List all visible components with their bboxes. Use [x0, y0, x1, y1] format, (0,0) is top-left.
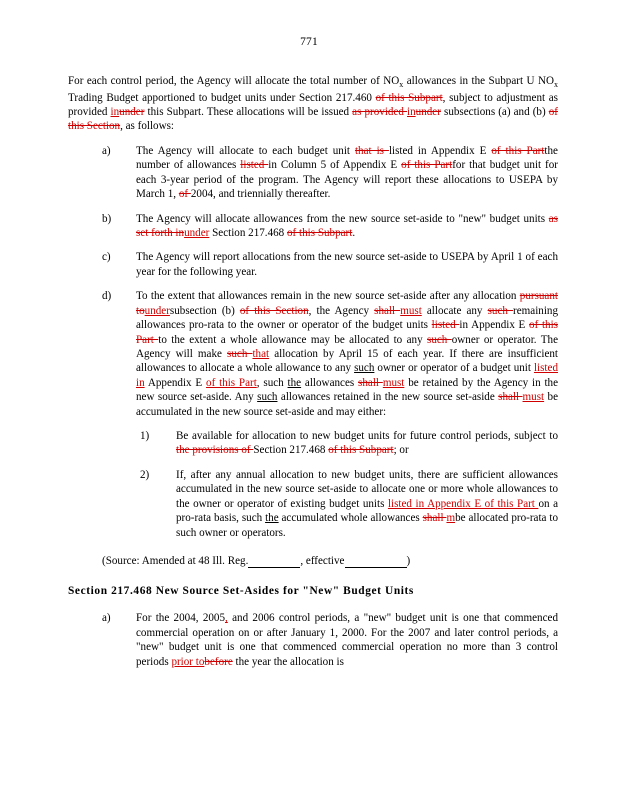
deletion-text: such — [427, 333, 452, 346]
underline-text: such — [257, 391, 278, 404]
nox-subscript-1: x — [399, 80, 404, 90]
body-text: For the 2004, 2005 — [136, 612, 226, 625]
body-text: , such — [256, 376, 288, 389]
body-text: Be available for allocation to new budget units for future control periods, subject to — [176, 430, 558, 443]
body-text: be retained by the Agency in the new source set-aside. Any — [136, 376, 559, 404]
body-text: The Agency will report allocations from the new source set-aside to USEPA by April 1 of each year for the following year. — [136, 251, 558, 278]
body-text: Section 217.468 — [253, 444, 329, 457]
insertion-text: must — [400, 304, 422, 317]
subitem-content — [176, 429, 558, 458]
body-text: owner or operator. The Agency will make — [136, 333, 558, 360]
body-text: accumulated whole allowances — [278, 512, 423, 525]
intro-seg-1: For each control period, the Agency will allocate the total number of NO — [68, 75, 400, 87]
insertion-text: that — [252, 347, 270, 360]
insertion-text: listed in Appendix E of this Part — [387, 497, 539, 510]
document-body — [68, 74, 558, 669]
deletion-text: shall — [374, 304, 401, 317]
body-text: remaining allowances pro-rata to the owner or operator of the budget units — [136, 304, 559, 332]
deletion-text: listed — [431, 319, 460, 332]
deletion-text: that is — [354, 144, 389, 157]
source-blank-register — [248, 558, 300, 568]
insertion-text: in — [110, 106, 120, 119]
deletion-text: such — [227, 347, 253, 360]
item-marker: c) — [102, 251, 111, 264]
item-content — [136, 212, 558, 241]
page-number: 771 — [300, 36, 318, 48]
body-text: ; or — [393, 444, 409, 457]
body-text: be allocated pro-rata to such owner or operators. — [176, 512, 558, 539]
item-content — [136, 611, 558, 669]
lettered-item — [102, 144, 558, 202]
deletion-text: of this Section — [239, 304, 309, 317]
intro-seg-4: , subject to adjustment as provided — [68, 91, 558, 119]
item-content — [136, 144, 558, 202]
body-text: To the extent that allowances remain in the new source set-aside after any allocation — [136, 290, 520, 303]
body-text: listed in Appendix E — [388, 144, 492, 157]
body-text: allocate any — [421, 304, 488, 317]
body-text: Appendix E — [144, 376, 207, 389]
deletion-text: under — [119, 106, 145, 119]
body-text: allowances retained in the new source set-aside — [277, 391, 499, 404]
body-text: subsection (b) — [169, 304, 240, 317]
insertion-text: prior to — [171, 655, 205, 668]
body-text: owner or operator of a budget unit — [374, 362, 534, 375]
insertion-text: must — [522, 391, 545, 404]
deletion-text: shall — [498, 391, 523, 404]
lettered-item — [102, 289, 558, 419]
insertion-text: m — [446, 512, 456, 525]
deletion-text: shall — [422, 512, 447, 525]
insertion-text: listed in — [136, 362, 558, 389]
intro-seg-7: , as follows: — [120, 120, 175, 133]
nox-subscript-2: x — [554, 80, 558, 90]
intro-seg-3: Trading Budget apportioned to budget units under Section 217.460 — [68, 91, 376, 104]
deletion-text: as provided — [352, 106, 408, 119]
underline-text: the — [287, 376, 302, 389]
deletion-text: shall — [358, 376, 383, 389]
intro-paragraph — [68, 74, 558, 134]
subitem-marker: 1) — [140, 430, 150, 443]
body-text: If, after any annual allocation to new budget units, there are sufficient allowances accumulated in the new source set-aside to allocate one or more whole allowances to the owner or operator of existing budget units — [176, 468, 558, 510]
item-marker: b) — [102, 212, 112, 225]
insertion-text: must — [382, 376, 405, 389]
body-text: be accumulated in the new source set-aside and may either: — [136, 391, 558, 418]
intro-seg-5: this Subpart. These allocations will be issued — [144, 106, 353, 119]
lettered-item — [102, 212, 558, 241]
numbered-subitem-list — [68, 429, 558, 540]
section-heading: Section 217.468 New Source Set-Asides for "New" Budget Units — [68, 585, 414, 598]
deletion-text: of this Part — [136, 319, 558, 346]
body-text: allowances — [301, 376, 359, 389]
lettered-item — [102, 250, 558, 279]
body-text: The Agency will allocate to each budget unit — [136, 144, 355, 157]
deletion-text: pursuant to — [136, 290, 558, 317]
numbered-subitem — [140, 429, 558, 458]
body-text: Section 217.468 — [209, 226, 287, 239]
body-text: and 2006 control periods, a "new" budget unit is one that commenced commercial operation on or after January 1, 2000. For the 2007 and later control periods, a "new" budget unit is one that commenced commercial operation no more than 3 control periods — [136, 612, 559, 668]
body-text: . — [352, 226, 356, 239]
lettered-item-list — [68, 144, 558, 419]
deletion-text: the provisions of — [176, 444, 254, 457]
deletion-text: under — [415, 106, 441, 119]
body-text: The Agency will allocate allowances from the new source set-aside to "new" budget units — [136, 212, 549, 225]
item-content — [136, 289, 558, 419]
body-text: the year the allocation is — [232, 655, 344, 668]
deletion-text: of — [178, 188, 191, 201]
item-content — [136, 250, 558, 279]
numbered-subitem — [140, 468, 558, 540]
deletion-text: of this Part — [401, 159, 453, 172]
source-prefix: (Source: Amended at 48 Ill. Reg. — [102, 555, 249, 567]
deletion-text: of this Subpart — [328, 444, 394, 457]
body-text: in Appendix E — [459, 319, 530, 332]
body-text: allocation by April 15 of each year. If there are insufficient allowances to allocate a whole allowance to any — [136, 347, 558, 375]
body-text: to the extent a whole allowance may be allocated to any — [158, 333, 427, 346]
body-text: on a pro-rata basis, such — [176, 497, 558, 525]
insertion-text: of this Part — [206, 376, 257, 389]
body-text: the number of allowances — [136, 144, 558, 172]
body-text: for that budget unit for each 3-year period of the program. The Agency will report these allocations to USEPA by March 1, — [136, 159, 558, 201]
deletion-text: listed — [240, 159, 269, 172]
subitem-marker: 2) — [140, 468, 150, 481]
deletion-text: of this Subpart — [375, 91, 443, 104]
insertion-text: under — [144, 304, 170, 317]
source-suffix: ) — [406, 555, 411, 567]
deletion-text: of this Section — [68, 106, 558, 133]
intro-seg-6: subsections (a) and (b) — [440, 106, 549, 119]
insertion-text: in — [407, 106, 416, 119]
item-marker: a) — [102, 612, 111, 625]
source-note — [102, 554, 558, 568]
source-blank-effective — [345, 558, 407, 568]
intro-seg-2: allowances in the Subpart U NO — [403, 75, 554, 87]
final-item — [102, 611, 558, 669]
insertion-text: under — [184, 226, 210, 239]
deletion-text: before — [204, 655, 233, 668]
subitem-content — [176, 468, 558, 540]
deletion-text: such — [487, 304, 514, 317]
insertion-text: , — [225, 612, 228, 625]
body-text: , the Agency — [308, 304, 375, 317]
deletion-text: of this Part — [491, 144, 545, 157]
source-middle: , effective — [300, 555, 345, 567]
body-text: 2004, and triennially thereafter. — [190, 188, 331, 201]
item-marker: a) — [102, 144, 111, 157]
underline-text: such — [354, 362, 375, 375]
deletion-text: of this Subpart — [287, 226, 353, 239]
underline-text: the — [265, 512, 279, 525]
body-text: in Column 5 of Appendix E — [268, 159, 402, 172]
deletion-text: as set forth in — [136, 212, 558, 239]
item-marker: d) — [102, 290, 112, 303]
